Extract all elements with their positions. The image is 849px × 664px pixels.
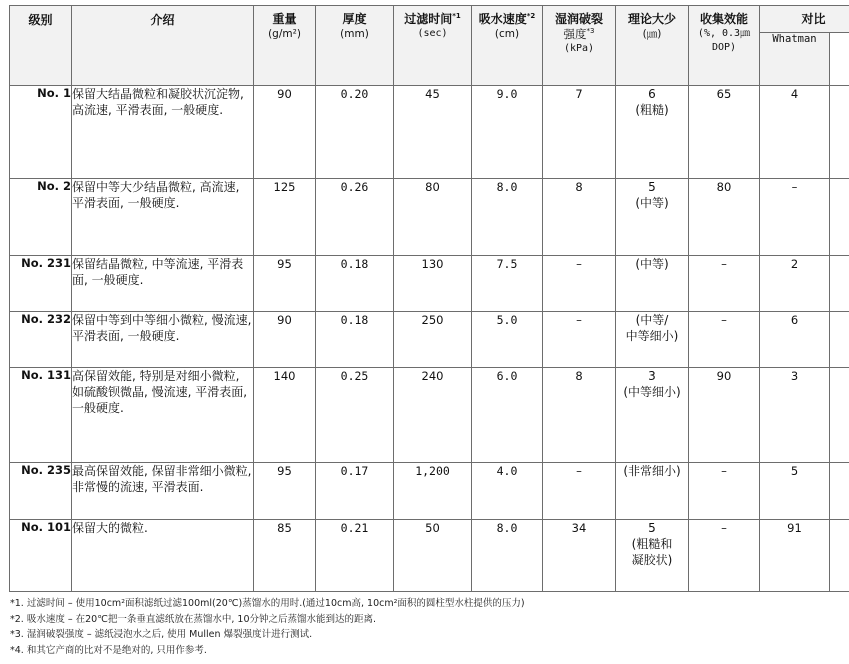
efficiency-cell: 80 <box>689 179 760 256</box>
header-weight: 重量 (g/m²) <box>254 6 316 86</box>
wet-burst-cell: 34 <box>543 520 616 592</box>
efficiency-cell: – <box>689 312 760 368</box>
thickness-cell: 0.18 <box>316 256 394 312</box>
table-row <box>10 520 849 592</box>
table-row <box>10 179 849 256</box>
filtration-cell: 240 <box>394 368 472 463</box>
weight-cell: 95 <box>254 463 316 520</box>
grade-cell: No. 131 <box>10 368 72 463</box>
wet-burst-cell: – <box>543 463 616 520</box>
filter-paper-spec-table <box>9 5 849 592</box>
table-row <box>10 368 849 463</box>
grade-cell: No. 232 <box>10 312 72 368</box>
filtration-cell: 45 <box>394 86 472 179</box>
footnotes <box>10 596 840 658</box>
grade-cell: No. 1 <box>10 86 72 179</box>
absorption-cell: 8.0 <box>472 520 543 592</box>
filtration-cell: 1,200 <box>394 463 472 520</box>
whatman-cell: 4 <box>760 86 830 179</box>
footnote: *2. 吸水速度 – 在20℃把一条垂直滤纸放在蒸馏水中, 10分钟之后蒸馏水能到达的距离. <box>10 613 377 625</box>
header-absorption-speed: 吸水速度$^{*2}$ (cm) <box>472 6 543 86</box>
table-row <box>10 86 849 179</box>
thickness-cell: 0.20 <box>316 86 394 179</box>
wet-burst-cell: – <box>543 312 616 368</box>
grade-cell: No. 2 <box>10 179 72 256</box>
retention-cell: (中等) <box>616 256 689 312</box>
table-row <box>10 256 849 312</box>
header-wet-burst-strength: 湿润破裂 强度$^{*3}$ (kPa) <box>543 6 616 86</box>
absorption-cell: 9.0 <box>472 86 543 179</box>
absorption-cell: 5.0 <box>472 312 543 368</box>
wet-burst-cell: 8 <box>543 179 616 256</box>
footnote: *4. 和其它产商的比对不是绝对的, 只用作参考. <box>10 644 207 656</box>
other-brand-cell <box>830 179 849 256</box>
intro-cell: 保留中等大少结晶微粒, 高流速, 平滑表面, 一般硬度. <box>72 179 254 256</box>
intro-cell: 高保留效能, 特别是对细小微粒, 如硫酸钡微晶, 慢流速, 平滑表面, 一般硬度. <box>72 368 254 463</box>
thickness-cell: 0.17 <box>316 463 394 520</box>
weight-cell: 95 <box>254 256 316 312</box>
header-particle-retention: 理论大少 (㎛) <box>616 6 689 86</box>
filtration-cell: 250 <box>394 312 472 368</box>
header-filtration-time: 过滤时间$^{*1}$ (sec) <box>394 6 472 86</box>
thickness-cell: 0.18 <box>316 312 394 368</box>
efficiency-cell: 65 <box>689 86 760 179</box>
filtration-cell: 50 <box>394 520 472 592</box>
header-collection-efficiency: 收集效能 (%, 0.3㎛ DOP) <box>689 6 760 86</box>
filtration-cell: 80 <box>394 179 472 256</box>
absorption-cell: 6.0 <box>472 368 543 463</box>
header-whatman: Whatman <box>760 33 830 86</box>
table-row <box>10 463 849 520</box>
wet-burst-cell: 8 <box>543 368 616 463</box>
thickness-cell: 0.26 <box>316 179 394 256</box>
header-comparison: 对比 <box>760 6 849 33</box>
retention-cell: 5 (中等) <box>616 179 689 256</box>
header-thickness: 厚度 (mm) <box>316 6 394 86</box>
retention-cell: 3 (中等细小) <box>616 368 689 463</box>
weight-cell: 140 <box>254 368 316 463</box>
intro-cell: 保留大结晶微粒和凝胶状沉淀物, 高流速, 平滑表面, 一般硬度. <box>72 86 254 179</box>
weight-cell: 125 <box>254 179 316 256</box>
efficiency-cell: – <box>689 520 760 592</box>
footnote: *3. 湿润破裂强度 – 滤纸浸泡水之后, 使用 Mullen 爆裂强度计进行测试. <box>10 629 313 640</box>
retention-cell: 5 (粗糙和 凝胶状) <box>616 520 689 592</box>
filtration-cell: 130 <box>394 256 472 312</box>
spec-table-viewport <box>9 5 849 593</box>
thickness-cell: 0.21 <box>316 520 394 592</box>
other-brand-cell <box>830 312 849 368</box>
weight-cell: 90 <box>254 312 316 368</box>
retention-cell: (中等/ 中等细小) <box>616 312 689 368</box>
header-other-brand <box>830 33 849 86</box>
absorption-cell: 7.5 <box>472 256 543 312</box>
efficiency-cell: – <box>689 463 760 520</box>
retention-cell: (非常细小) <box>616 463 689 520</box>
table-row <box>10 312 849 368</box>
weight-cell: 85 <box>254 520 316 592</box>
footnote: *1. 过滤时间 – 使用10cm²面积滤纸过滤100ml(20℃)蒸馏水的用时.(通过10cm高, 10cm²面积的圆柱型水柱提供的压力) <box>10 598 525 609</box>
whatman-cell: 5 <box>760 463 830 520</box>
whatman-cell: 91 <box>760 520 830 592</box>
whatman-cell: 6 <box>760 312 830 368</box>
efficiency-cell: – <box>689 256 760 312</box>
other-brand-cell <box>830 368 849 463</box>
whatman-cell: – <box>760 179 830 256</box>
intro-cell: 最高保留效能, 保留非常细小微粒, 非常慢的流速, 平滑表面. <box>72 463 254 520</box>
thickness-cell: 0.25 <box>316 368 394 463</box>
wet-burst-cell: – <box>543 256 616 312</box>
grade-cell: No. 235 <box>10 463 72 520</box>
whatman-cell: 2 <box>760 256 830 312</box>
wet-burst-cell: 7 <box>543 86 616 179</box>
absorption-cell: 8.0 <box>472 179 543 256</box>
intro-cell: 保留大的微粒. <box>72 520 254 592</box>
other-brand-cell <box>830 86 849 179</box>
whatman-cell: 3 <box>760 368 830 463</box>
grade-cell: No. 101 <box>10 520 72 592</box>
other-brand-cell <box>830 256 849 312</box>
weight-cell: 90 <box>254 86 316 179</box>
other-brand-cell <box>830 463 849 520</box>
grade-cell: No. 231 <box>10 256 72 312</box>
efficiency-cell: 90 <box>689 368 760 463</box>
header-intro: 介绍 <box>72 6 254 86</box>
retention-cell: 6 (粗糙) <box>616 86 689 179</box>
intro-cell: 保留中等到中等细小微粒, 慢流速, 平滑表面, 一般硬度. <box>72 312 254 368</box>
other-brand-cell <box>830 520 849 592</box>
absorption-cell: 4.0 <box>472 463 543 520</box>
header-grade: 级别 <box>10 6 72 86</box>
intro-cell: 保留结晶微粒, 中等流速, 平滑表面, 一般硬度. <box>72 256 254 312</box>
